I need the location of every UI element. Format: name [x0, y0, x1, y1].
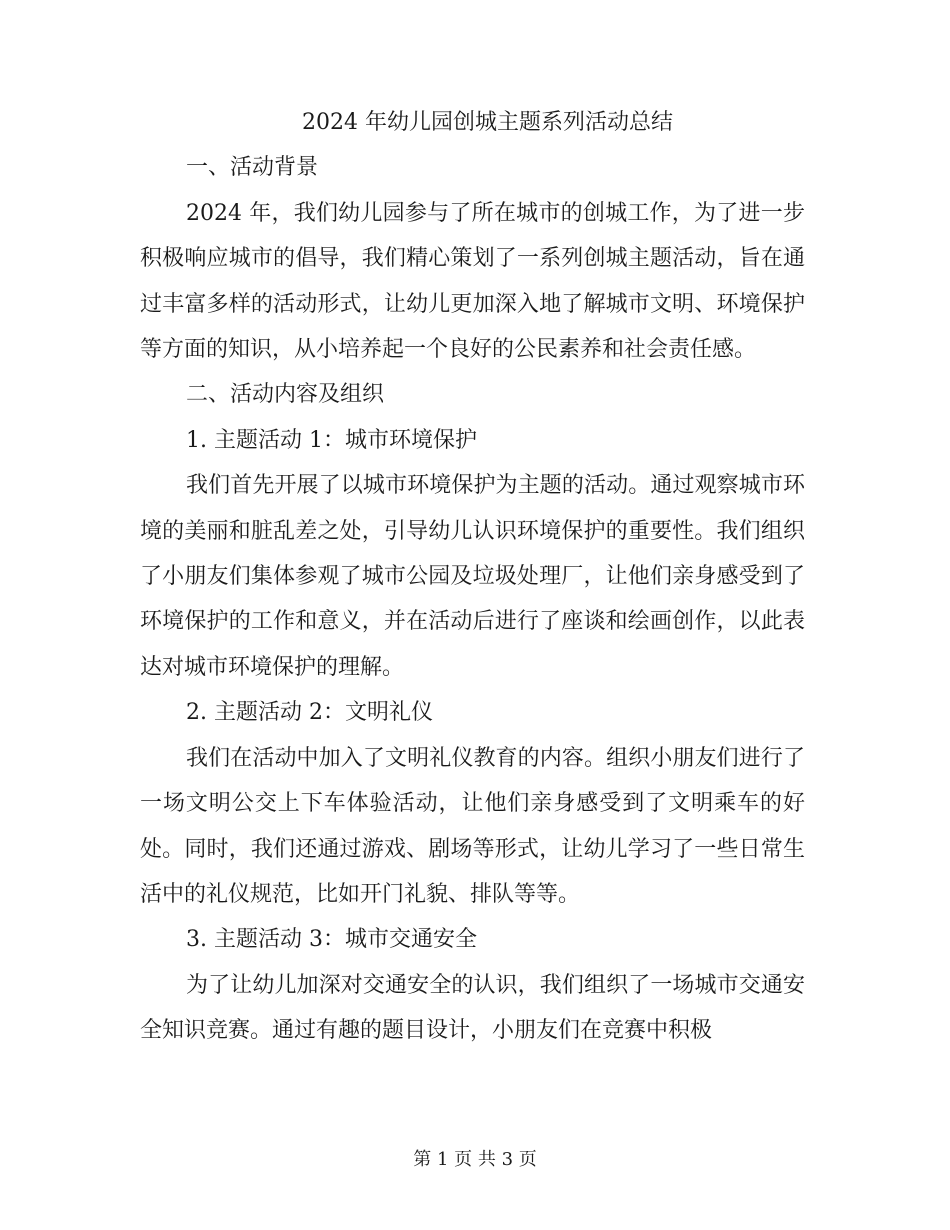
- paragraph-activity-3: 为了让幼儿加深对交通安全的认识，我们组织了一场城市交通安全知识竞赛。通过有趣的题目设计，小朋友们在竞赛中积极: [140, 972, 805, 1044]
- section-heading-content: 二、活动内容及组织: [186, 382, 385, 408]
- paragraph-activity-2: 我们在活动中加入了文明礼仪教育的内容。组织小朋友们进行了一场文明公交上下车体验活动，让他们亲身感受到了文明乘车的好处。同时，我们还通过游戏、剧场等形式，让幼儿学习了一些日常生活中的礼仪规范，比如开门礼貌、排队等等。: [140, 745, 805, 907]
- document-body: [140, 100, 805, 1054]
- paragraph-background: 2024 年，我们幼儿园参与了所在城市的创城工作，为了进一步积极响应城市的倡导，我们精心策划了一系列创城主题活动，旨在通过丰富多样的活动形式，让幼儿更加深入地了解城市文明、环境保护等方面的知识，从小培养起一个良好的公民素养和社会责任感。: [140, 200, 805, 363]
- page-number-footer: 第 1 页 共 3 页: [413, 1149, 537, 1170]
- document-title: 2024 年幼儿园创城主题系列活动总结: [302, 110, 673, 135]
- subheading-activity-3: 3. 主题活动 3：城市交通安全: [186, 927, 477, 953]
- paragraph-activity-1: 我们首先开展了以城市环境保护为主题的活动。通过观察城市环境的美丽和脏乱差之处，引导幼儿认识环境保护的重要性。我们组织了小朋友们集体参观了城市公园及垃圾处理厂，让他们亲身感受到了环境保护的工作和意义，并在活动后进行了座谈和绘画创作，以此表达对城市环境保护的理解。: [140, 473, 805, 680]
- subheading-activity-1: 1. 主题活动 1：城市环境保护: [186, 427, 477, 453]
- section-heading-background: 一、活动背景: [186, 155, 319, 181]
- subheading-activity-2: 2. 主题活动 2：文明礼仪: [186, 700, 433, 726]
